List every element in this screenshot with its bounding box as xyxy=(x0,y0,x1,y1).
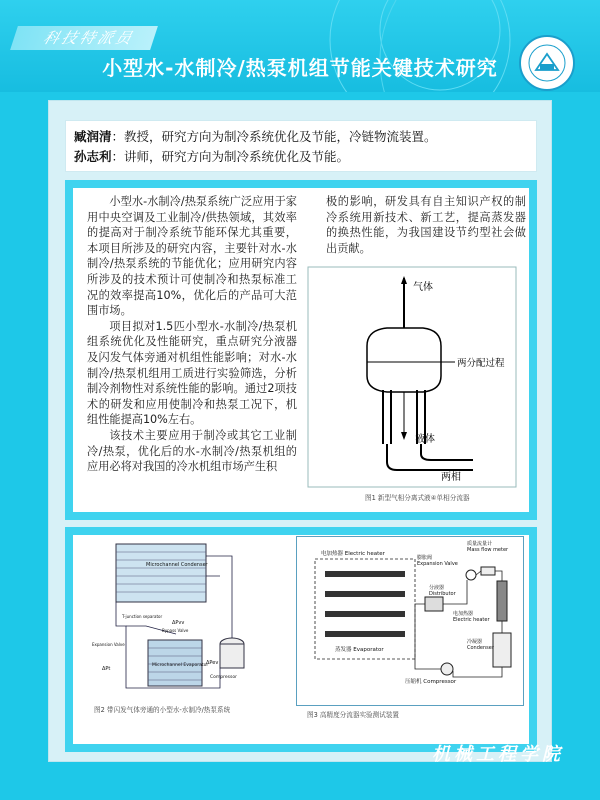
author-line xyxy=(74,127,528,147)
author-line xyxy=(74,147,528,167)
figure-2 xyxy=(86,536,286,714)
evaporator-label: 蒸发器 Evaporator xyxy=(335,647,384,653)
author-name: 臧润清 xyxy=(74,129,112,144)
left-column xyxy=(87,194,297,475)
distributor-cn: 分液器 xyxy=(429,585,445,591)
separator-diagram xyxy=(307,266,517,502)
page-title: 小型水-水制冷/热泵机组节能关键技术研究 xyxy=(102,56,498,80)
process-label: 两分配过程 xyxy=(457,358,505,369)
massflow-cn: 质量流量计 xyxy=(467,541,493,547)
heater-top-label: 电加热器 Electric heater xyxy=(321,551,385,557)
paragraph: 该技术主要应用于制冷或其它工业制冷/热泵，优化后的水-水制冷/热泵机组的应用必将对我国的冷水机组市场产生积 xyxy=(87,428,297,474)
author-box xyxy=(65,120,537,172)
heater2-cn: 电加热器 xyxy=(453,611,474,617)
author-name: 孙志利 xyxy=(74,149,112,164)
paragraph: 极的影响，研发具有自主知识产权的制冷系统用新技术、新工艺，提高蒸发器的换热性能，为我国建设节约型社会做出贡献。 xyxy=(326,195,526,255)
figure-2-caption: 图2 带闪发气体旁通的小型水-水制冷/热泵系统 xyxy=(94,706,231,714)
footer-college: 机械工程学院 xyxy=(432,744,564,765)
expansion-en: Expansion Valve xyxy=(417,561,458,567)
test-rig-diagram xyxy=(297,537,523,687)
figure-3 xyxy=(296,536,524,719)
header-band xyxy=(0,0,600,92)
evaporator-label: Microchannel Evaporator xyxy=(152,663,209,668)
condenser-en: Condenser xyxy=(467,645,494,651)
dpvv-label: ΔPvv xyxy=(172,620,185,626)
bypass-label: Bypass Valve xyxy=(162,628,189,633)
figure-1-caption: 图1 新型气相分离式液④单相分流器 xyxy=(365,494,470,502)
figure-3-caption: 图3 高精度分流器实验测试装置 xyxy=(307,711,400,719)
author-desc: ：教授，研究方向为制冷系统优化及节能，冷链物流装置。 xyxy=(111,129,437,144)
dpt-label: ΔPt xyxy=(102,666,111,672)
valve-label: Expansion Valve xyxy=(92,642,125,647)
author-desc: ：讲师，研究方向为制冷系统优化及节能。 xyxy=(111,149,350,164)
massflow-en: Mass flow meter xyxy=(467,547,509,553)
expansion-cn: 膨胀阀 xyxy=(417,555,433,561)
right-column xyxy=(326,194,526,256)
distributor-en: Distributor xyxy=(429,591,456,597)
condenser-cn: 冷凝器 xyxy=(467,639,483,645)
liquid-label: 液体 xyxy=(415,434,435,445)
compressor-label: 压缩机 Compressor xyxy=(405,679,457,685)
section-tag: 科技特派员 xyxy=(10,26,158,50)
two-phase-label: 两相 xyxy=(441,472,461,483)
separator-label: T-junction separator xyxy=(122,614,163,619)
heater2-en: Electric heater xyxy=(453,617,490,623)
system-diagram xyxy=(86,536,286,702)
university-seal-icon xyxy=(518,34,576,92)
dpev-label: ΔPev xyxy=(206,660,219,666)
condenser-label: Microchannel Condenser xyxy=(146,562,208,568)
compressor-label: Compressor xyxy=(210,675,237,680)
paragraph: 小型水-水制冷/热泵系统广泛应用于家用中央空调及工业制冷/供热领域，其效率的提高对于制冷系统节能环保尤其重要，本项目所涉及的研究内容，主要针对水-水制冷/热泵系统的节能优化；应用研究内容所涉及的技术预计可使制冷和热泵标准工况的效率提高10%，优化后的产品可大范围市场。 xyxy=(87,195,297,318)
figure-1 xyxy=(307,266,517,502)
gas-label: 气体 xyxy=(413,282,433,293)
paragraph: 项目拟对1.5匹小型水-水制冷/热泵机组系统优化及性能研究，重点研究分液器及闪发气体旁通对机组性能影响；对水-水制冷/热泵机组用工质进行实验筛选，分析制冷剂物性对系统性能的影响。通过2项技术的研发和应用使制冷和热泵工况下，机组性能提高10%左右。 xyxy=(87,319,297,427)
